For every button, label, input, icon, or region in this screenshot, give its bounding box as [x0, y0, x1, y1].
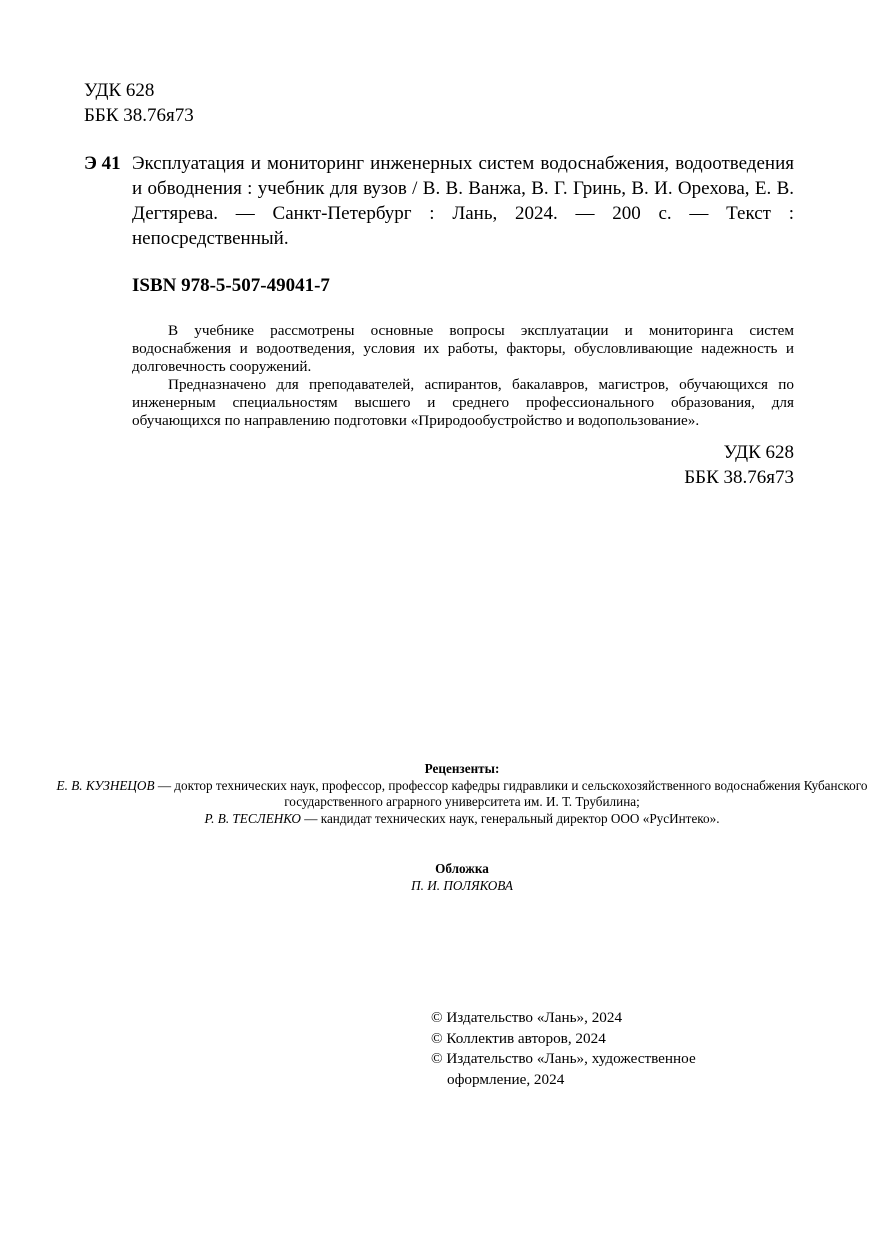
bbk-code: ББК 38.76я73 — [84, 105, 194, 126]
copyright-line: © Коллектив авторов, 2024 — [431, 1029, 606, 1047]
author-sign: Э 41 — [84, 153, 121, 174]
reviewer-name: Е. В. КУЗНЕЦОВ — [56, 777, 155, 793]
catalog-entry — [84, 151, 794, 251]
annotation — [132, 322, 794, 430]
reviewer-details: — кандидат технических наук, генеральный директор ООО «РусИнтеко». — [300, 810, 720, 826]
copyright-line-continuation: оформление, 2024 — [447, 1070, 565, 1088]
reviewer-name: Р. В. ТЕСЛЕНКО — [204, 810, 301, 826]
header-codes — [84, 78, 194, 128]
reviewers — [40, 761, 876, 827]
annotation-paragraph: Предназначено для преподавателей, аспирантов, бакалавров, магистров, обучающихся по инженерным специальностям высшего и среднего профессионального образования, для обучающихся по направлению подготовки «Природообустройство и водопользование». — [132, 376, 794, 429]
udk-code: УДК 628 — [723, 442, 794, 463]
annotation-paragraph: В учебнике рассмотрены основные вопросы эксплуатации и мониторинга систем водоснабжения и водоотведения, условия их работы, факторы, обусловливающие надежность и долговечность сооружений. — [132, 322, 794, 375]
isbn: ISBN 978-5-507-49041-7 — [132, 275, 330, 296]
copyright-line: © Издательство «Лань», художественное — [431, 1050, 696, 1067]
bibliographic-description: Эксплуатация и мониторинг инженерных систем водоснабжения, водоотведения и обводнения : учебник для вузов / В. В. Ванжа, В. Г. Гринь, В. И. Орехова, Е. В. Дегтярева. — Санкт-Петербург : Лань, 2024. — 200 с. — Текст : непосредственный. — [132, 153, 794, 249]
reviewers-heading: Рецензенты: — [424, 761, 500, 776]
bbk-code: ББК 38.76я73 — [684, 467, 794, 488]
copyright-line: © Издательство «Лань», 2024 — [431, 1009, 623, 1026]
reviewer — [40, 811, 876, 828]
udk-code: УДК 628 — [84, 80, 155, 101]
footer-codes — [684, 440, 794, 490]
cover-designer: П. И. ПОЛЯКОВА — [411, 877, 513, 893]
reviewer-details: — доктор технических наук, профессор, профессор кафедры гидравлики и сельскохозяйственного водоснабжения Кубанского государственного аграрного университета им. И. Т. Трубилина; — [154, 777, 868, 810]
cover-credit — [40, 861, 876, 894]
reviewer — [40, 778, 876, 811]
cover-heading: Обложка — [435, 861, 489, 876]
copyright-block — [431, 1008, 696, 1090]
